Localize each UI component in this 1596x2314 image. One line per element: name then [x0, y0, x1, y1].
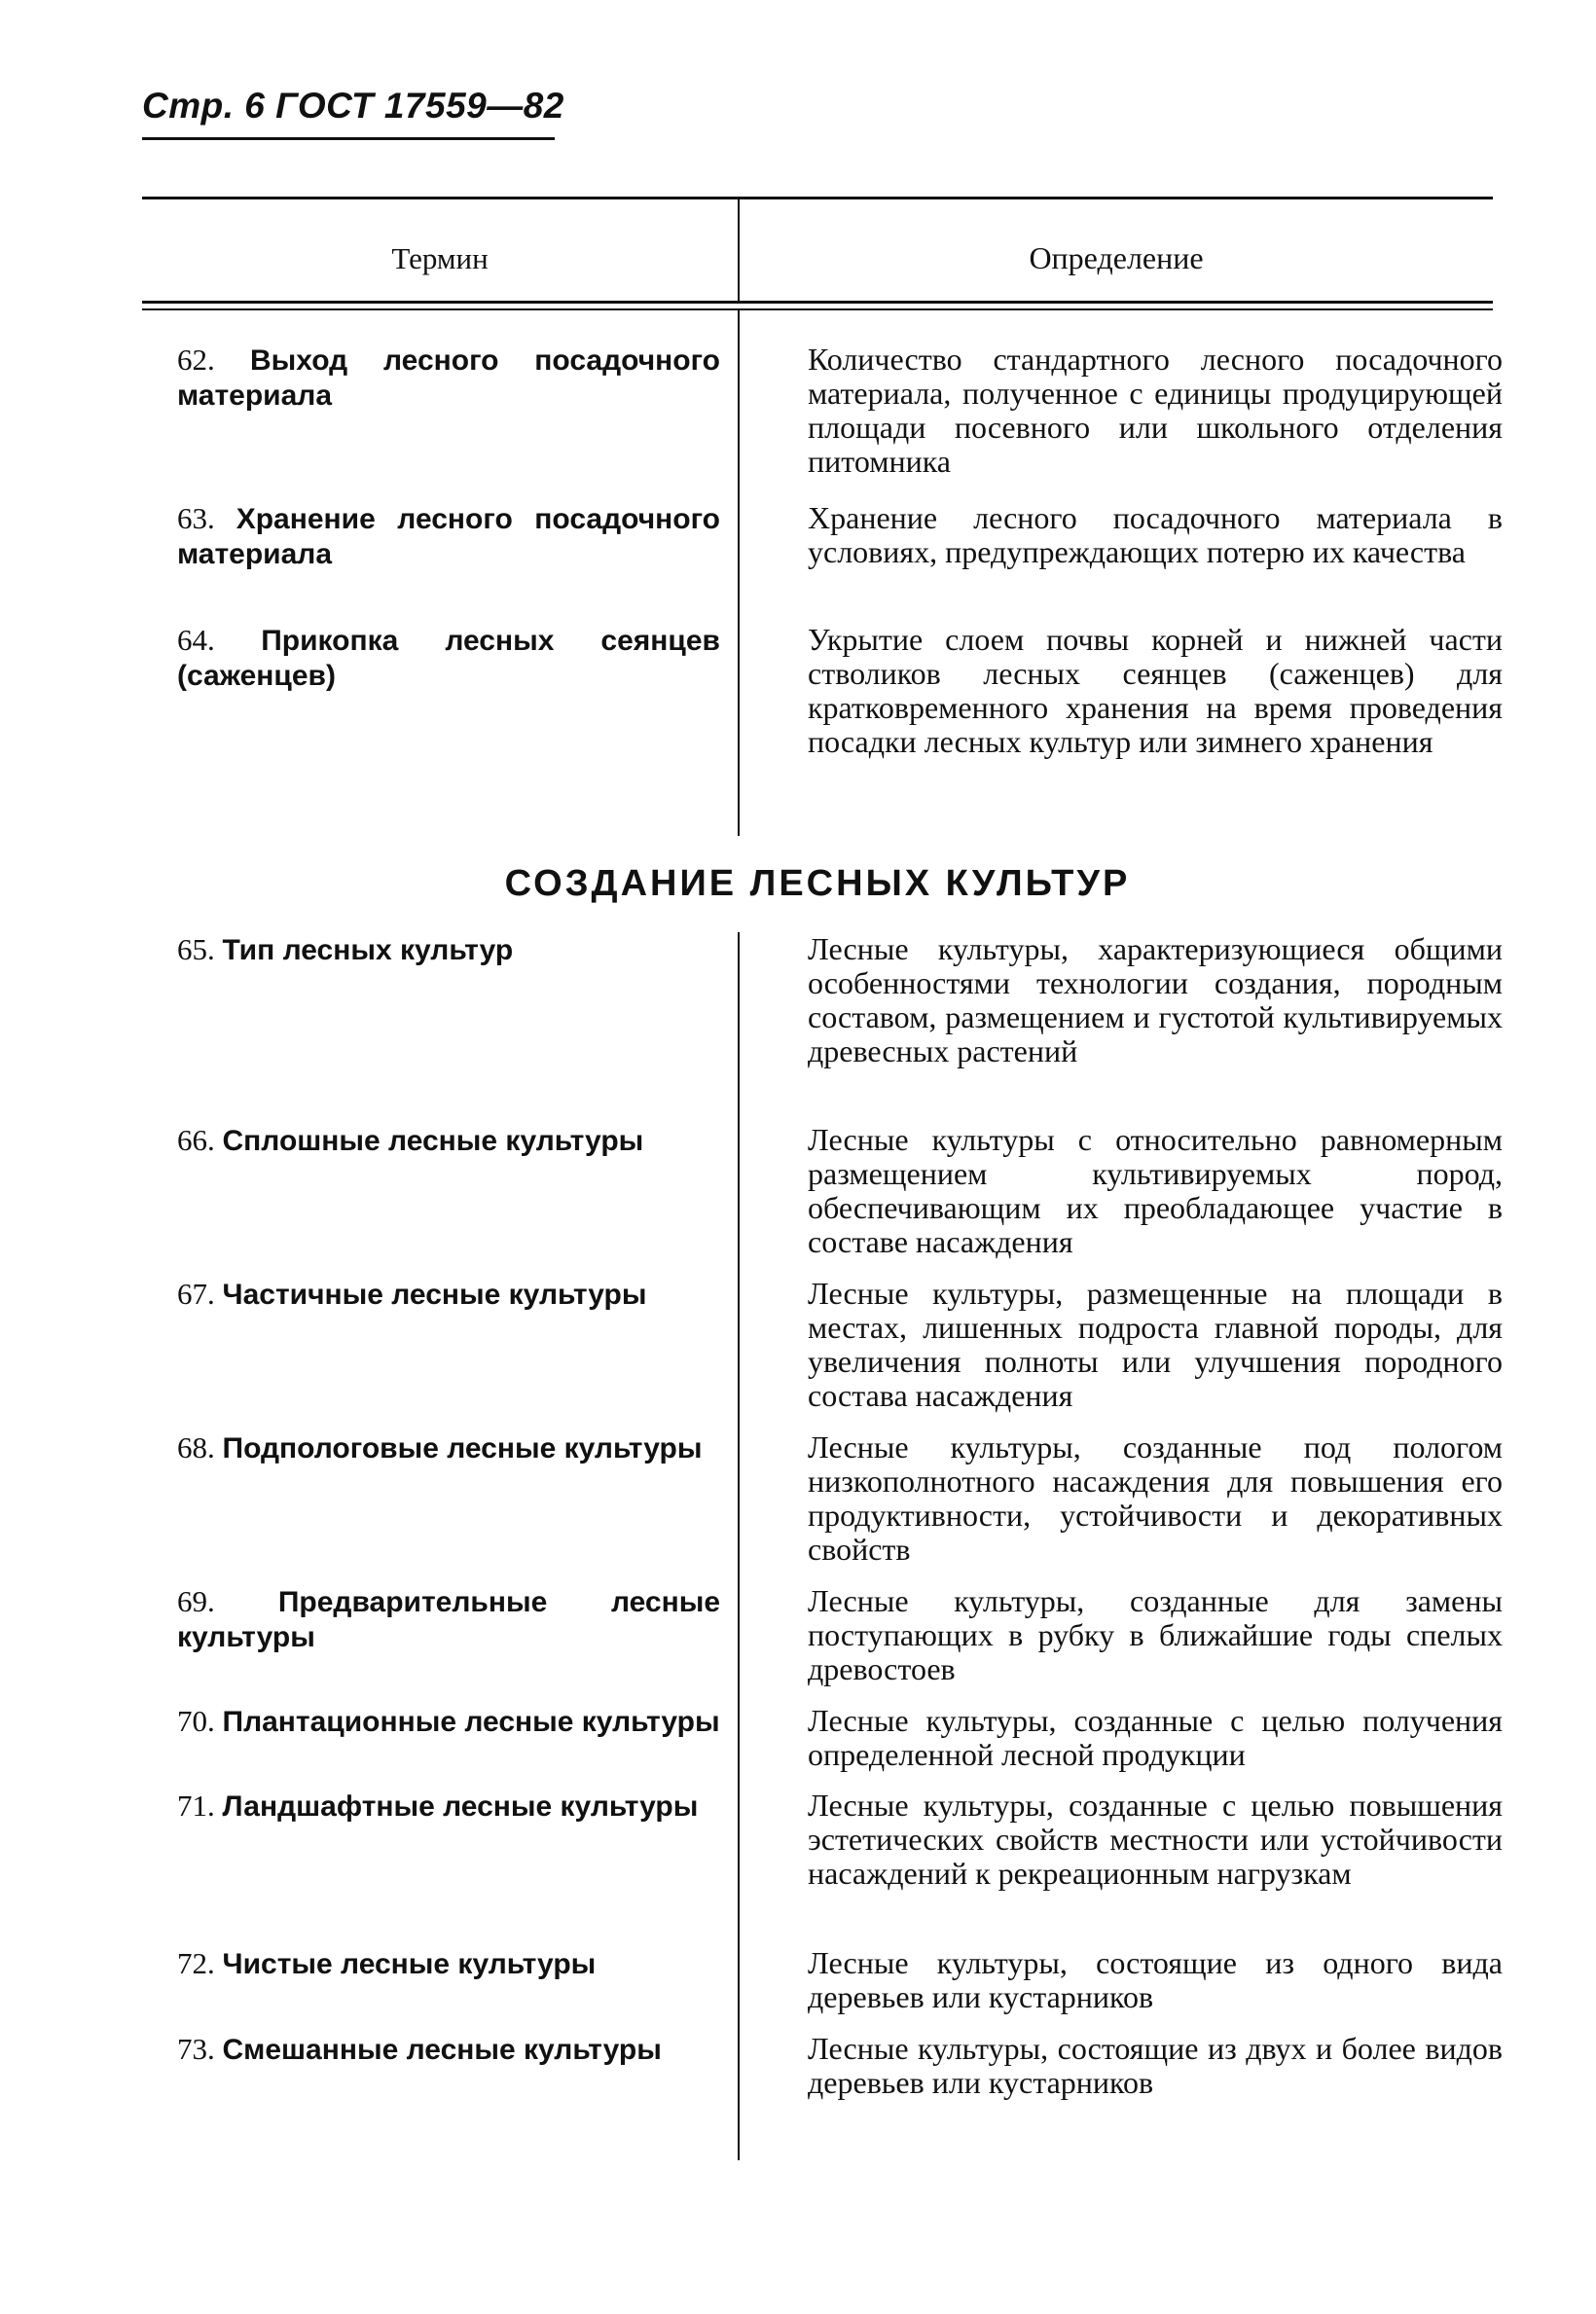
header-rule [142, 137, 555, 140]
definition-cell [775, 1704, 1503, 1772]
column-header-term: Термин [391, 241, 489, 275]
definition-text: Лесные культуры, характеризующиеся общими особенностями технологии создания, породным составом, размещением и густотой культивируемых древесных растений [808, 931, 1503, 1068]
term-name: Тип лесных культур [222, 934, 514, 966]
term-cell [142, 623, 720, 693]
definition-text: Лесные культуры, состоящие из одного вида деревьев или кустарников [808, 1945, 1503, 2014]
term-cell [142, 501, 720, 571]
term-name: Частичные лесные культуры [222, 1279, 647, 1311]
term-name: Сплошные лесные культуры [222, 1125, 644, 1157]
definition-text: Хранение лесного посадочного материала в условиях, предупреждающих потерю их качества [808, 500, 1503, 569]
page-header: Стр. 6 ГОСТ 17559—82 [142, 86, 564, 126]
definition-text: Укрытие слоем почвы корней и нижней части стволиков лесных сеянцев (саженцев) для кратковременного хранения на время проведения посадки лесных культур или зимнего хранения [808, 622, 1503, 759]
term-number: 70. [177, 1704, 215, 1738]
term-name: Предварительные лесные культуры [177, 1586, 720, 1653]
definition-cell [775, 1277, 1503, 1413]
term-name: Смешанные лесные культуры [222, 2034, 662, 2066]
table-top-rule [142, 197, 1493, 199]
definition-cell [775, 2032, 1503, 2100]
term-name: Ландшафтные лесные культуры [222, 1790, 699, 1823]
section-title: СОЗДАНИЕ ЛЕСНЫХ КУЛЬТУР [504, 863, 1131, 904]
term-cell [142, 1277, 720, 1312]
term-name: Хранение лесного посадочного материала [177, 503, 720, 570]
term-cell [142, 1584, 720, 1654]
definition-cell [775, 1789, 1503, 1891]
term-name: Прикопка лесных сеянцев (саженцев) [177, 625, 720, 692]
term-cell [142, 1946, 720, 1981]
term-name: Плантационные лесные культуры [222, 1706, 720, 1738]
term-number: 62. [177, 343, 215, 377]
definition-text: Лесные культуры с относительно равномерным размещением культивируемых пород, обеспечивающим их преобладающее участие в составе насаждения [808, 1122, 1503, 1259]
definition-cell [775, 1123, 1503, 1259]
header-bottom-rule-2 [142, 308, 1493, 310]
term-name: Подпологовые лесные культуры [222, 1432, 703, 1464]
column-header-definition: Определение [1029, 240, 1204, 275]
header-bottom-rule [142, 301, 1493, 304]
definition-cell [775, 932, 1503, 1068]
term-cell [142, 932, 720, 967]
column-divider-bottom [738, 932, 740, 2160]
definition-text: Лесные культуры, созданные под пологом низкополнотного насаждения для повышения его продуктивности, устойчивости и декоративных свойств [808, 1429, 1503, 1567]
term-number: 64. [177, 623, 215, 657]
definition-cell [775, 343, 1503, 479]
term-number: 71. [177, 1789, 215, 1823]
term-cell [142, 2032, 720, 2067]
term-number: 68. [177, 1430, 215, 1464]
definition-cell [775, 1430, 1503, 1567]
definition-text: Лесные культуры, размещенные на площади в местах, лишенных подроста главной породы, для увеличения полноты или улучшения породного состава насаждения [808, 1276, 1503, 1413]
definition-text: Лесные культуры, созданные с целью повышения эстетических свойств местности или устойчивости насаждений к рекреационным нагрузкам [808, 1788, 1503, 1891]
definition-text: Лесные культуры, созданные для замены поступающих в рубку в ближайшие годы спелых древостоев [808, 1583, 1503, 1686]
term-name: Выход лесного посадочного материала [177, 344, 720, 412]
term-name: Чистые лесные культуры [222, 1948, 597, 1980]
definition-cell [775, 1946, 1503, 2014]
term-number: 69. [177, 1584, 215, 1618]
definition-cell [775, 1584, 1503, 1686]
definition-text: Лесные культуры, состоящие из двух и более видов деревьев или кустарников [808, 2031, 1503, 2100]
term-number: 67. [177, 1277, 215, 1311]
column-divider-top [738, 310, 740, 836]
term-number: 73. [177, 2032, 215, 2066]
term-cell [142, 1430, 720, 1465]
term-number: 65. [177, 932, 215, 966]
definition-cell [775, 623, 1503, 759]
term-cell [142, 1789, 720, 1824]
term-number: 63. [177, 501, 215, 535]
definition-text: Количество стандартного лесного посадочного материала, полученное с единицы продуцирующей площади посевного или школьного отделения питомника [808, 342, 1503, 479]
term-cell [142, 1123, 720, 1158]
term-cell [142, 1704, 720, 1739]
definition-cell [775, 501, 1503, 569]
definition-text: Лесные культуры, созданные с целью получения определенной лесной продукции [808, 1703, 1503, 1772]
term-number: 66. [177, 1123, 215, 1157]
term-cell [142, 343, 720, 413]
term-number: 72. [177, 1946, 215, 1980]
